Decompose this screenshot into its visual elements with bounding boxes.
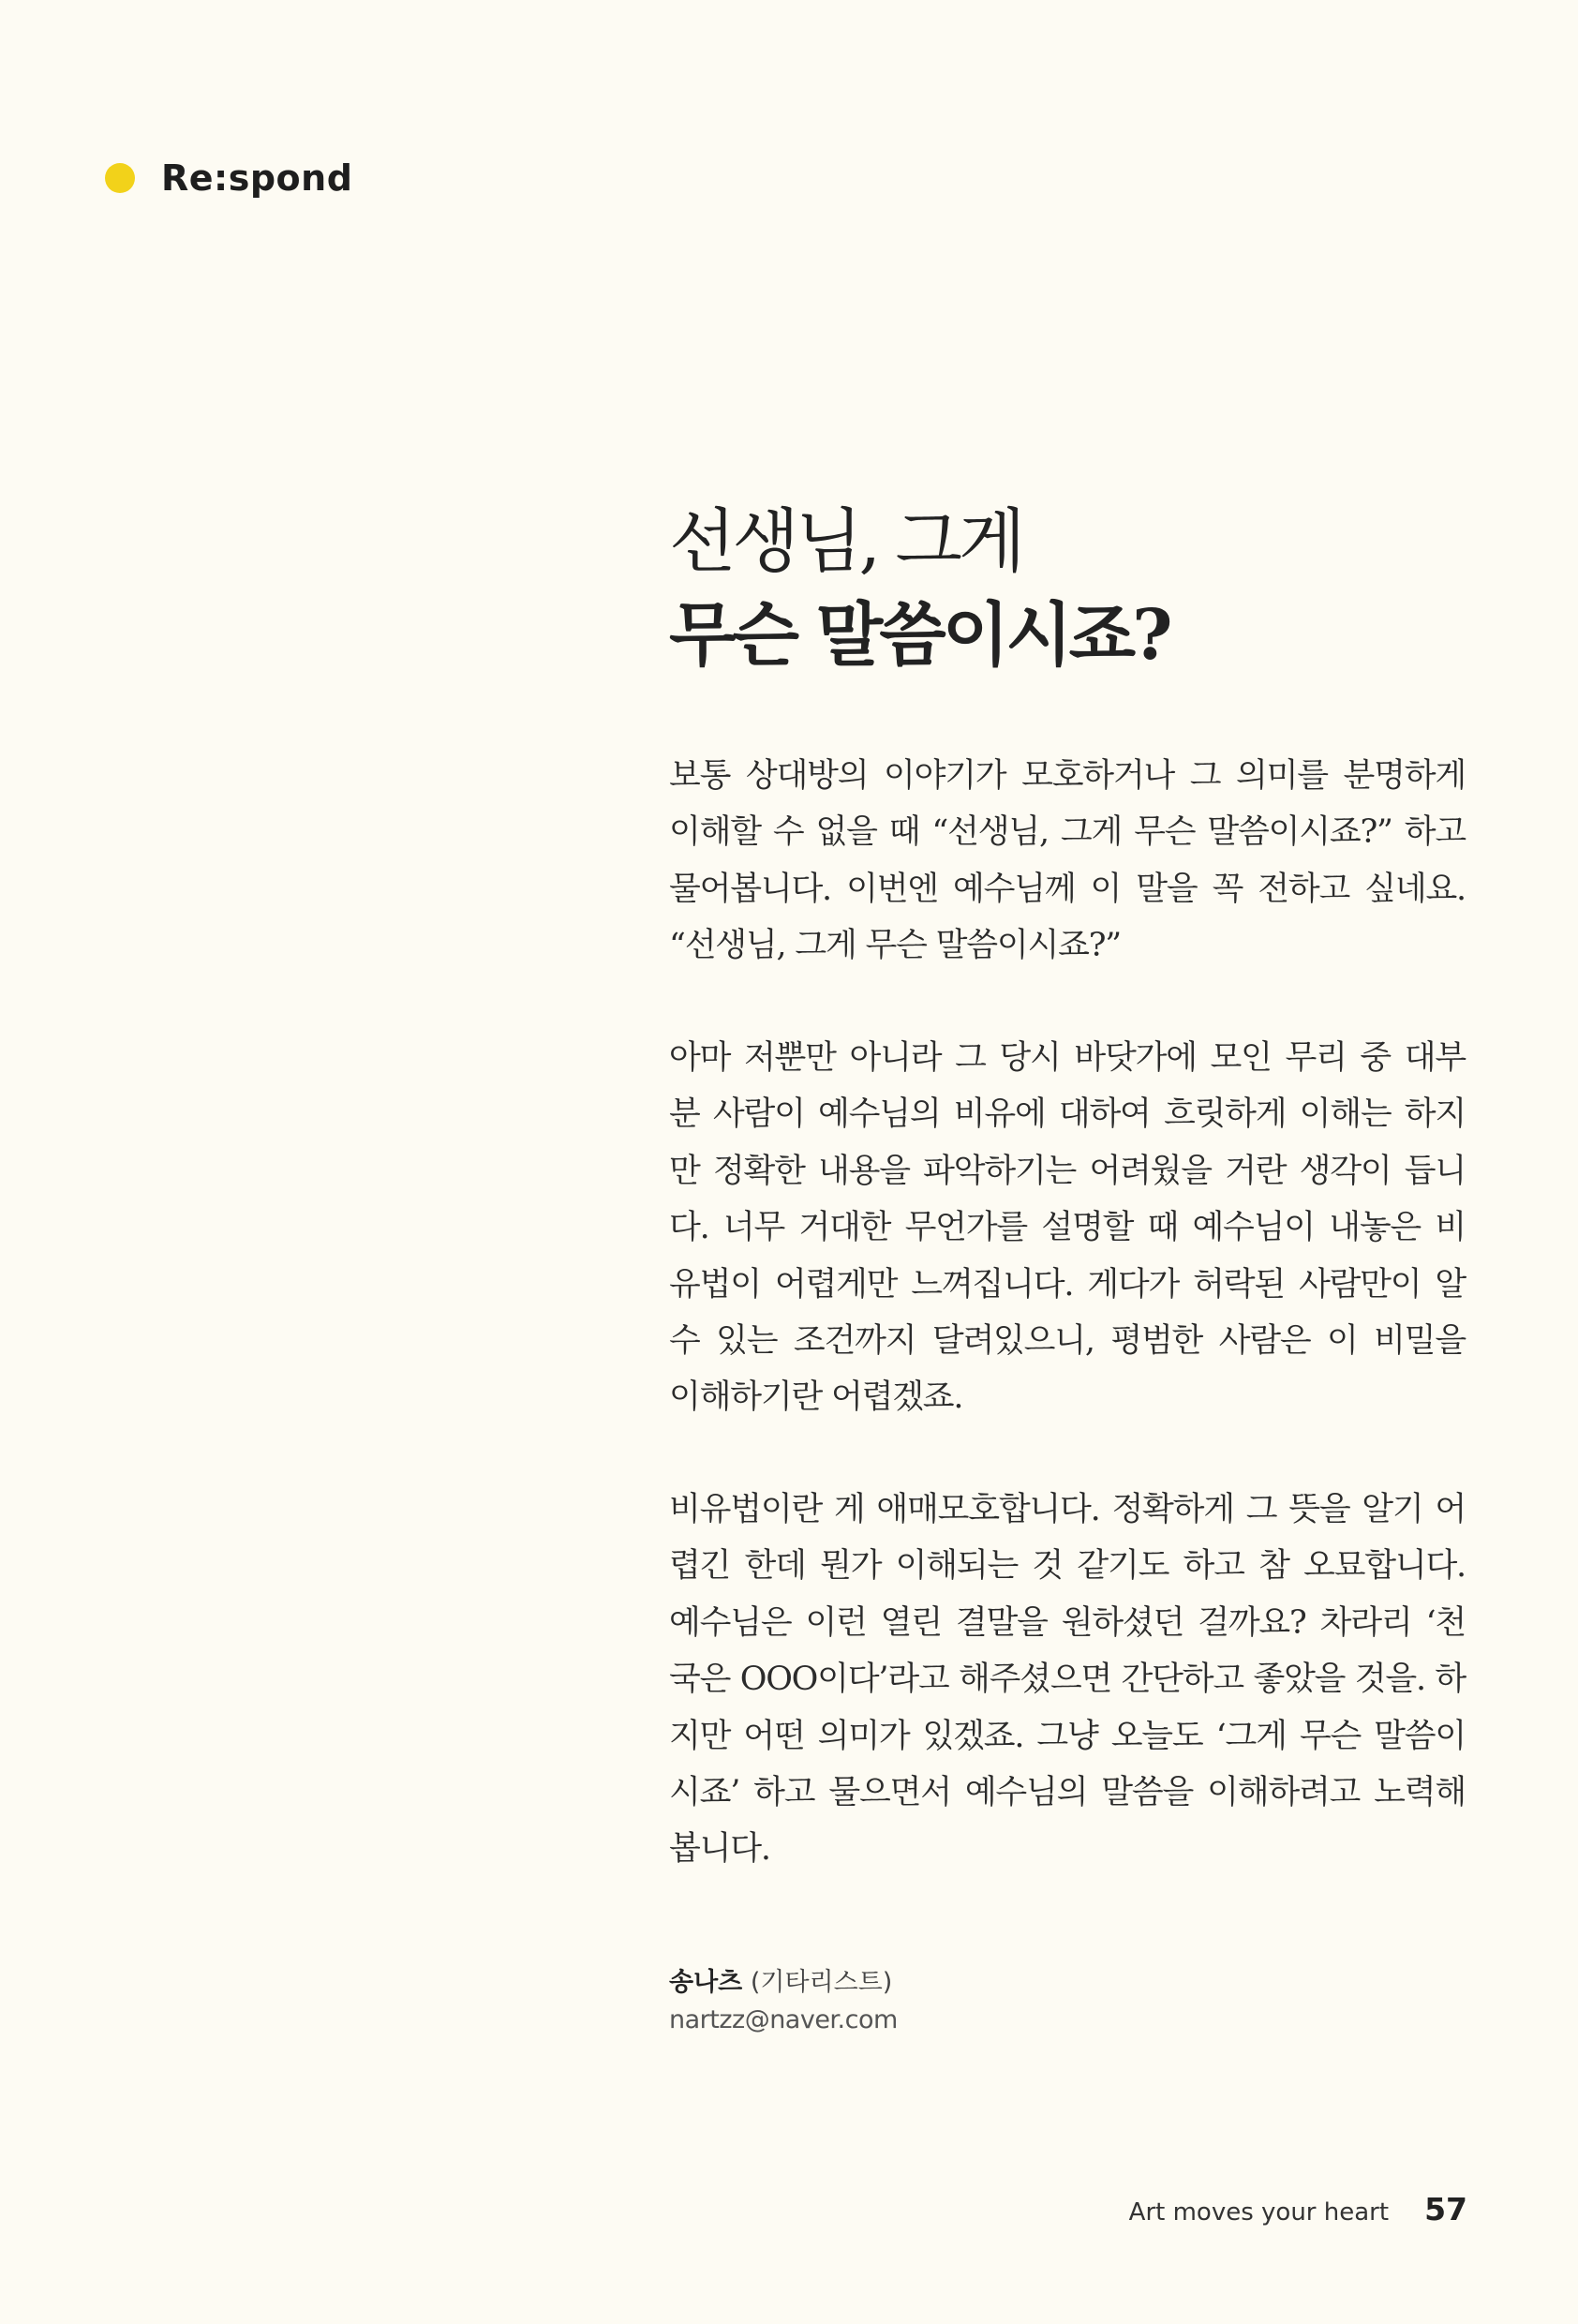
article-paragraph-1	[669, 748, 1466, 975]
page-footer	[1129, 2191, 1467, 2227]
paragraph-line: 예수님은 이런 열린 결말을 원하셨던 걸까요? 차라리 ‘천	[669, 1603, 1466, 1642]
paragraph-line: 아마 저뿐만 아니라 그 당시 바닷가에 모인 무리 중 대부	[669, 1039, 1466, 1077]
paragraph-line: “선생님, 그게 무슨 말씀이시죠?”	[669, 927, 1121, 965]
paragraph-line: 다. 너무 거대한 무언가를 설명할 때 예수님이 내놓은 비	[669, 1209, 1466, 1247]
paragraph-line: 비유법이란 게 애매모호합니다. 정확하게 그 뜻을 알기 어	[669, 1491, 1466, 1528]
paragraph-line: 봅니다.	[669, 1830, 770, 1869]
yellow-dot-icon	[105, 163, 135, 193]
article	[669, 495, 1466, 2034]
author-role: (기타리스트)	[750, 1968, 893, 1997]
article-paragraph-2	[669, 1030, 1466, 1426]
paragraph-line: 물어봅니다. 이번엔 예수님께 이 말을 꼭 전하고 싶네요.	[669, 870, 1466, 908]
paragraph-line: 만 정확한 내용을 파악하기는 어려웠을 거란 생각이 듭니	[669, 1152, 1466, 1190]
article-title-line-2: 무슨 말씀이시죠?	[669, 595, 1169, 676]
page-number: 57	[1424, 2191, 1467, 2227]
footer-tagline: Art moves your heart	[1128, 2198, 1390, 2227]
paragraph-line: 이해할 수 없을 때 “선생님, 그게 무슨 말씀이시죠?” 하고	[669, 813, 1466, 852]
paragraph-line: 유법이 어렵게만 느껴집니다. 게다가 허락된 사람만이 알	[669, 1265, 1466, 1304]
paragraph-line: 수 있는 조건까지 달려있으니, 평범한 사람은 이 비밀을	[669, 1322, 1466, 1361]
paragraph-line: 보통 상대방의 이야기가 모호하거나 그 의미를 분명하게	[669, 757, 1466, 795]
author-credit	[669, 1964, 898, 2039]
article-title-line-1: 선생님, 그게	[669, 501, 1022, 582]
paragraph-line: 시죠’ 하고 물으면서 예수님의 말씀을 이해하려고 노력해	[669, 1774, 1466, 1812]
article-paragraph-3	[669, 1482, 1466, 1878]
section-label: Re:spond	[161, 157, 353, 199]
author-email: nartzz@naver.com	[669, 2005, 898, 2034]
author-name: 송나츠	[669, 1968, 743, 1997]
paragraph-line: 분 사람이 예수님의 비유에 대하여 흐릿하게 이해는 하지	[669, 1095, 1466, 1134]
paragraph-line: 국은 OOO이다’라고 해주셨으면 간단하고 좋았을 것을. 하	[669, 1661, 1466, 1699]
section-tag	[105, 157, 352, 199]
paragraph-line: 이해하기란 어렵겠죠.	[669, 1378, 963, 1417]
paragraph-line: 지만 어떤 의미가 있겠죠. 그냥 오늘도 ‘그게 무슨 말씀이	[669, 1717, 1466, 1755]
paragraph-line: 렵긴 한데 뭔가 이해되는 것 같기도 하고 참 오묘합니다.	[669, 1547, 1466, 1586]
